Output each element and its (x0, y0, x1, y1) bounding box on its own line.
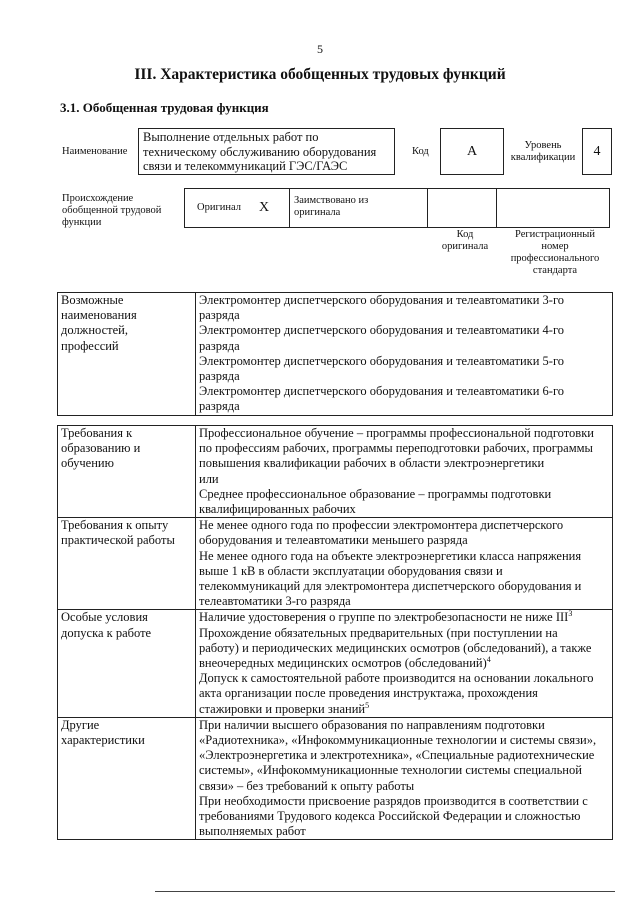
origin-label-line: обобщенной трудовой (62, 205, 162, 216)
text-line-body: стажировки и проверки знаний (199, 701, 366, 716)
experience-value (196, 518, 613, 610)
label-line: Другие (61, 717, 100, 732)
label-line: профессий (61, 338, 119, 353)
footnote-divider (155, 891, 615, 892)
table-row (58, 518, 613, 610)
code-caption-line: оригинала (441, 241, 489, 252)
text-line: повышения квалификации рабочих в области электроэнергетики (199, 456, 545, 471)
text-line: Допуск к самостоятельной работе производится на основании локального (199, 671, 594, 686)
text-line: выше 1 кВ в области эксплуатации оборудования связи и (199, 563, 503, 578)
text-line: оборудования и телеавтоматики меньшего разряда (199, 533, 468, 548)
list-item: разряда (199, 369, 240, 384)
other-label (58, 717, 196, 840)
borrowed-label-line: оригинала (294, 207, 341, 218)
text-line: квалифицированных рабочих (199, 502, 356, 517)
text-line: работу) и периодических медицинских осмотров (обследований), а также (199, 640, 592, 655)
level-label (506, 140, 580, 164)
origin-table (185, 188, 611, 228)
text-line: системы», «Инфокоммуникационные технологии системы специальной (199, 763, 582, 778)
reg-number-cell (496, 188, 610, 228)
label-line: обучению (61, 456, 114, 471)
admission-label (58, 610, 196, 717)
level-label-line: квалификации (510, 152, 576, 163)
experience-label (58, 518, 196, 610)
text-line: выполняемых работ (199, 824, 306, 839)
code-caption-line: Код (456, 229, 474, 240)
reg-caption-line: номер (541, 241, 569, 252)
label-line: образованию и (61, 441, 141, 456)
label-line: Требования к опыту (61, 518, 169, 533)
list-item: разряда (199, 338, 240, 353)
list-item: Электромонтер диспетчерского оборудования и телеавтоматики 5-го (199, 353, 565, 368)
code-value-box (440, 128, 504, 175)
label-line: должностей, (61, 323, 128, 338)
level-label-line: Уровень (524, 140, 562, 151)
footnote-ref: 3 (568, 609, 573, 619)
text-line: или (199, 471, 219, 486)
education-value (196, 426, 613, 518)
label-line: характеристики (61, 733, 145, 748)
text-line: Не менее одного года по профессии электромонтера диспетчерского (199, 518, 564, 533)
requirements-table (57, 425, 613, 840)
section-title: III. Характеристика обобщенных трудовых функций (134, 66, 506, 83)
education-label (58, 426, 196, 518)
text-line: Профессиональное обучение – программы профессиональной подготовки (199, 426, 594, 440)
level-value: 4 (593, 143, 601, 159)
function-name-line: Выполнение отдельных работ по (143, 130, 319, 144)
positions-list (196, 293, 613, 416)
origin-label-line: функции (62, 217, 102, 228)
text-line: акта организации после проведения инструктажа, прохождения (199, 686, 538, 701)
text-line: связи» – без требований к опыту работы (199, 778, 415, 793)
text-line: Среднее профессиональное образование – программы подготовки (199, 486, 552, 501)
footnote-ref: 5 (365, 700, 370, 710)
original-label: Оригинал (197, 202, 241, 213)
label-line: Возможные (61, 293, 124, 307)
positions-label (58, 293, 196, 416)
text-line: требованиями Трудового кодекса Российской Федерации и сложностью (199, 809, 581, 824)
reg-caption-line: стандарта (532, 265, 578, 276)
label-line: наименования (61, 308, 137, 323)
original-mark: X (259, 200, 270, 215)
text-line-body: внеочередных медицинских осмотров (обследований) (199, 656, 487, 671)
level-value-box (582, 128, 612, 175)
text-line: Не менее одного года на объекте электроэнергетики класса напряжения (199, 548, 582, 563)
table-row (58, 610, 613, 717)
text-line: «Электроэнергетика и электротехника», «Специальные радиотехнические (199, 748, 595, 763)
reg-caption-line: профессионального (510, 253, 600, 264)
reg-caption (498, 229, 612, 277)
text-line (199, 610, 609, 625)
origin-label (62, 193, 161, 229)
list-item: разряда (199, 399, 240, 414)
label-line: допуска к работе (61, 625, 152, 640)
text-line-body: Наличие удостоверения о группе по электробезопасности не ниже III (199, 610, 569, 625)
label-line: Особые условия (61, 610, 148, 625)
name-label: Наименование (62, 146, 128, 157)
page-number: 5 (317, 42, 323, 56)
text-line: телекоммуникаций для электромонтера диспетчерского оборудования и (199, 579, 582, 594)
list-item: Электромонтер диспетчерского оборудования и телеавтоматики 3-го (199, 293, 565, 307)
original-code-cell (427, 188, 497, 228)
code-label: Код (412, 146, 429, 157)
list-item: Электромонтер диспетчерского оборудования и телеавтоматики 6-го (199, 384, 565, 399)
code-value: A (466, 143, 478, 159)
borrowed-cell (289, 188, 428, 228)
admission-value (196, 610, 613, 717)
reg-caption-line: Регистрационный (515, 229, 595, 240)
list-item: Электромонтер диспетчерского оборудования и телеавтоматики 4-го (199, 323, 565, 338)
list-item: разряда (199, 308, 240, 323)
text-line (199, 702, 609, 717)
other-value (196, 717, 613, 840)
text-line: телеавтоматики 3-го разряда (199, 594, 351, 609)
label-line: Требования к (61, 426, 133, 440)
table-row (58, 717, 613, 840)
code-caption (430, 229, 500, 253)
text-line: по профессиям рабочих, программы переподготовки рабочих, программы (199, 441, 593, 456)
text-line (199, 656, 609, 671)
positions-table (57, 292, 613, 416)
function-name-line: связи и телекоммуникаций ГЭС/ГАЭС (143, 159, 348, 173)
footnote-ref: 4 (486, 654, 491, 664)
text-line: «Радиотехника», «Инфокоммуникационные технологии и системы связи», (199, 733, 597, 748)
subsection-title: 3.1. Обобщенная трудовая функция (60, 100, 269, 115)
text-line: Прохождение обязательных предварительных (при поступлении на (199, 625, 558, 640)
original-cell (184, 188, 290, 228)
text-line: При необходимости присвоение разрядов производится в соответствии с (199, 793, 588, 808)
borrowed-label-line: Заимствовано из (294, 195, 369, 206)
label-line: практической работы (61, 533, 175, 548)
text-line: При наличии высшего образования по направлениям подготовки (199, 717, 545, 732)
table-row (58, 426, 613, 518)
function-name-line: техническому обслуживанию оборудования (143, 144, 377, 159)
origin-label-line: Происхождение (62, 193, 134, 204)
function-name-box (138, 128, 395, 175)
table-row (58, 293, 613, 416)
